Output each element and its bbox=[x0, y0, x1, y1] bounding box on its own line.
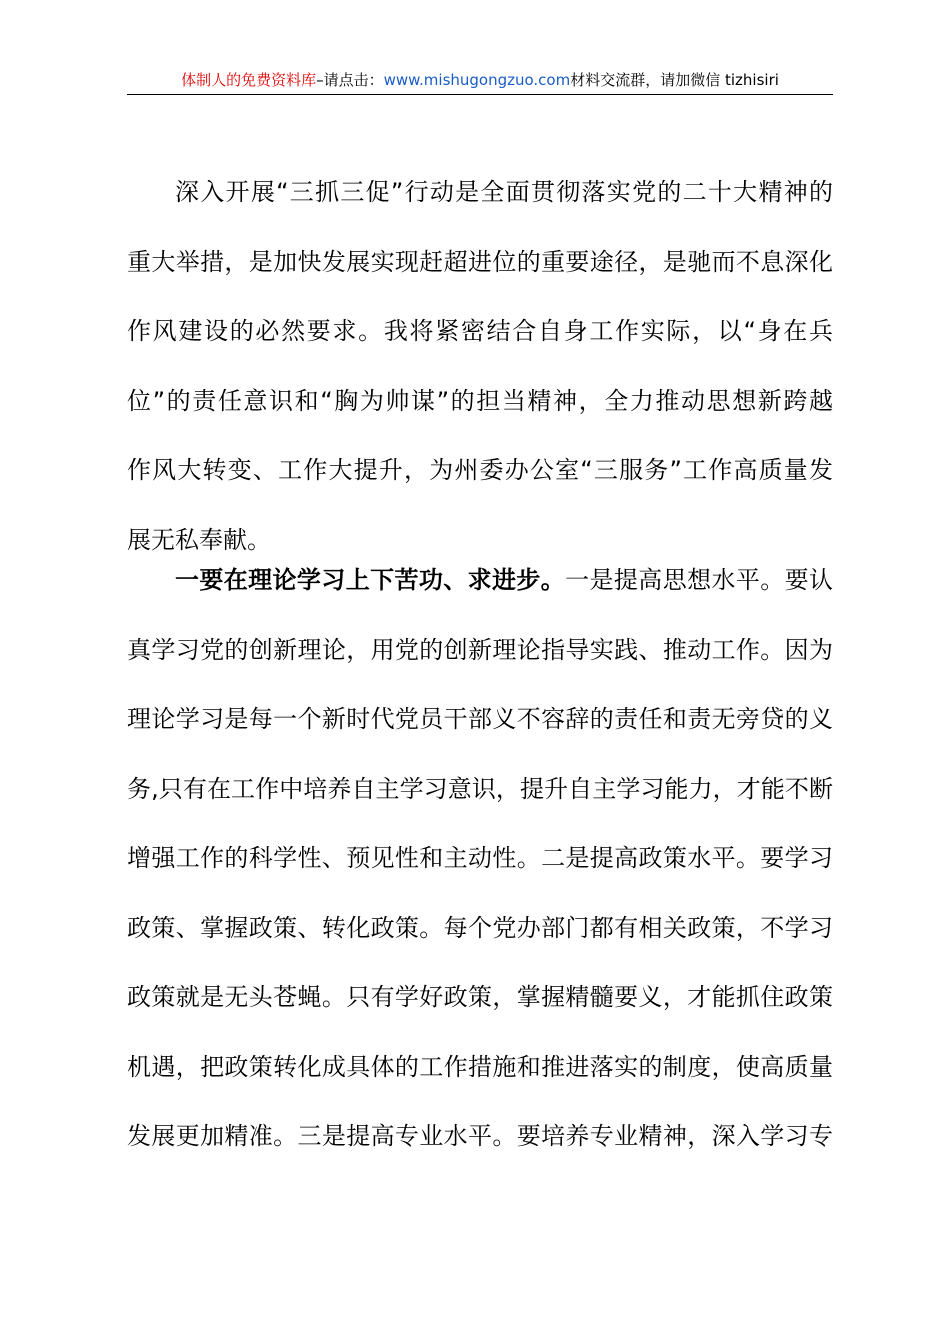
text-line: 位”的责任意识和“胸为帅谋”的担当精神，全力推动思想新跨越 bbox=[127, 386, 833, 415]
text-line: 作风建设的必然要求。我将紧密结合自身工作实际，以“身在兵 bbox=[127, 317, 833, 345]
section-heading: 一要在理论学习上下苦功、求进步。 bbox=[175, 566, 566, 594]
paragraph-theory-study bbox=[127, 546, 833, 1172]
paragraph-intro bbox=[127, 158, 833, 575]
header-contact-text: 材料交流群，请加微信 tizhisiri bbox=[570, 71, 779, 89]
text-line-first bbox=[127, 546, 833, 616]
text-line: 展无私奉献。 bbox=[127, 525, 271, 554]
header-brand: 体制人的免费资料库 bbox=[181, 71, 317, 89]
text-line: 务,只有在工作中培养自主学习意识，提升自主学习能力，才能不断 bbox=[127, 774, 833, 803]
text-line: 深入开展“三抓三促”行动是全面贯彻落实党的二十大精神的 bbox=[175, 178, 833, 206]
text-line: 发展更加精准。三是提高专业水平。要培养专业精神，深入学习专 bbox=[127, 1122, 833, 1150]
text-line: 政策、掌握政策、转化政策。每个党办部门都有相关政策，不学习 bbox=[127, 913, 833, 942]
text-line: 政策就是无头苍蝇。只有学好政策，掌握精髓要义，才能抓住政策 bbox=[127, 983, 833, 1011]
text-line: 真学习党的创新理论，用党的创新理论指导实践、推动工作。因为 bbox=[127, 635, 833, 664]
text-line: 重大举措，是加快发展实现赶超进位的重要途径，是驰而不息深化 bbox=[127, 247, 833, 276]
text-line: 机遇，把政策转化成具体的工作措施和推进落实的制度，使高质量 bbox=[127, 1052, 833, 1081]
text-line: 理论学习是每一个新时代党员干部义不容辞的责任和责无旁贷的义 bbox=[127, 705, 833, 733]
header-url-link[interactable]: www.mishugongzuo.com bbox=[383, 71, 571, 89]
text-line: 增强工作的科学性、预见性和主动性。二是提高政策水平。要学习 bbox=[127, 844, 833, 872]
header-separator: –请点击： bbox=[316, 71, 384, 89]
text-run: 一是提高思想水平。要认 bbox=[565, 566, 833, 594]
text-line: 作风大转变、工作大提升，为州委办公室“三服务”工作高质量发 bbox=[127, 456, 833, 484]
page-header bbox=[127, 70, 833, 95]
